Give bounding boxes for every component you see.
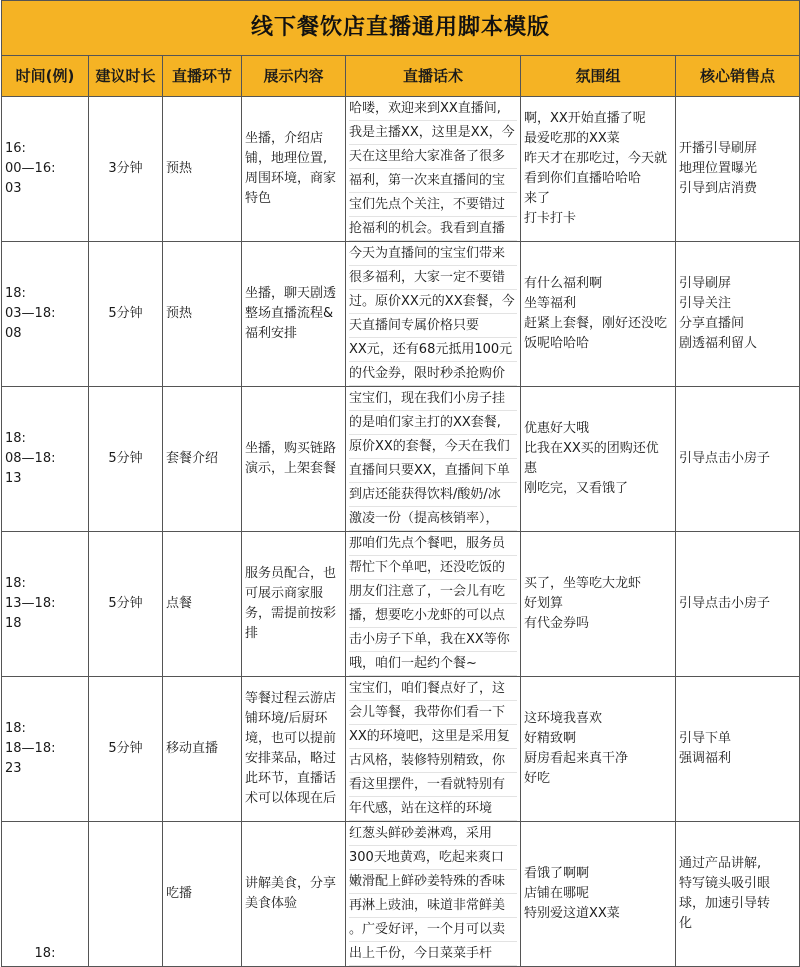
cell-line: 我是主播XX，这里是XX，今 xyxy=(349,121,517,145)
cell-line: 刚吃完，又看饿了 xyxy=(524,481,629,496)
cell-line: 来了 xyxy=(524,191,551,206)
cell-line: 坐播，购买链路 xyxy=(245,441,337,456)
stage-cell xyxy=(163,387,242,532)
cell-line: 店铺在哪呢 xyxy=(524,886,590,901)
cell-line: 天直播间专属价格只要 xyxy=(349,314,517,338)
cell-line: 嫩滑配上鲜砂姜特殊的香味 xyxy=(349,870,517,894)
cell-line: 优惠好大哦 xyxy=(524,421,590,436)
time-cell xyxy=(2,532,89,677)
cell-line: 坐播，聊天剧透 xyxy=(245,286,337,301)
table-row xyxy=(2,822,800,967)
script-cell xyxy=(346,822,521,967)
display-cell xyxy=(242,677,346,822)
cell-line: 厨房看起来真干净 xyxy=(524,751,629,766)
cell-line: 最爱吃那的XX菜 xyxy=(524,131,620,146)
cell-line: 18: xyxy=(34,946,56,961)
cell-line: 引导点击小房子 xyxy=(679,596,771,611)
cell-text: 点餐 xyxy=(166,596,193,611)
duration-cell xyxy=(89,387,163,532)
duration-cell xyxy=(89,97,163,242)
duration-cell xyxy=(89,822,163,967)
cell-line: 啊，XX开始直播了呢 xyxy=(524,111,646,126)
core-cell xyxy=(676,822,800,967)
cell-text: 5分钟 xyxy=(108,306,143,321)
cell-line: 地理位置曝光 xyxy=(679,161,758,176)
cell-text: 5分钟 xyxy=(108,741,143,756)
stage-cell xyxy=(163,822,242,967)
cell-line: 朋友们注意了，一会儿有吃 xyxy=(349,580,517,604)
cell-line: 再淋上豉油，味道非常鲜美 xyxy=(349,894,517,918)
time-cell xyxy=(2,97,89,242)
stage-cell xyxy=(163,532,242,677)
cell-line: 化 xyxy=(679,916,693,931)
cell-line: 看到你们直播哈哈哈 xyxy=(524,171,642,186)
display-cell xyxy=(242,822,346,967)
script-cell xyxy=(346,242,521,387)
cell-line: 强调福利 xyxy=(679,751,732,766)
cell-line: 00—16: xyxy=(5,161,56,176)
cell-line: 23 xyxy=(5,761,22,776)
duration-cell xyxy=(89,242,163,387)
cell-line: 惠 xyxy=(524,461,538,476)
cell-line: 08—18: xyxy=(5,451,56,466)
time-cell xyxy=(2,242,89,387)
cell-text: 预热 xyxy=(166,161,193,176)
cell-line: 那咱们先点个餐吧，服务员 xyxy=(349,532,517,556)
cell-line: 比我在XX买的团购还优 xyxy=(524,441,659,456)
cell-line: 抢福利的机会。我看到直播 xyxy=(349,217,517,241)
cell-line: 天在这里给大家准备了很多 xyxy=(349,145,517,169)
cell-line: 打卡打卡 xyxy=(524,211,577,226)
cell-line: 特色 xyxy=(245,191,272,206)
script-table xyxy=(1,0,800,967)
core-cell xyxy=(676,532,800,677)
cell-line: 好吃 xyxy=(524,771,551,786)
cell-line: 引导点击小房子 xyxy=(679,451,771,466)
table-row xyxy=(2,677,800,822)
cell-line: 宝宝们，现在我们小房子挂 xyxy=(349,387,517,411)
header-time: 时间(例) xyxy=(2,56,89,97)
cell-text: 预热 xyxy=(166,306,193,321)
cell-line: 讲解美食，分享 xyxy=(245,876,337,891)
cell-line: 今天为直播间的宝宝们带来 xyxy=(349,242,517,266)
cell-line: 昨天才在那吃过，今天就 xyxy=(524,151,668,166)
atmosphere-cell xyxy=(521,242,676,387)
cell-line: 13—18: xyxy=(5,596,56,611)
cell-line: 引导到店消费 xyxy=(679,181,758,196)
cell-line: 宝宝们，咱们餐点好了，这 xyxy=(349,677,517,701)
header-display: 展示内容 xyxy=(242,56,346,97)
cell-line: 开播引导刷屏 xyxy=(679,141,758,156)
cell-line: 可展示商家服 xyxy=(245,586,324,601)
cell-line: 美食体验 xyxy=(245,896,298,911)
stage-cell xyxy=(163,97,242,242)
cell-line: 演示，上架套餐 xyxy=(245,461,337,476)
core-cell xyxy=(676,677,800,822)
cell-line: 300天地黄鸡，吃起来爽口 xyxy=(349,846,517,870)
duration-cell xyxy=(89,677,163,822)
cell-line: 引导刷屏 xyxy=(679,276,732,291)
cell-line: 18: xyxy=(5,576,26,591)
cell-line: 务，需提前按彩 xyxy=(245,606,337,621)
cell-line: 买了，坐等吃大龙虾 xyxy=(524,576,642,591)
cell-line: 安排菜品，略过 xyxy=(245,751,337,766)
cell-line: 特别爱这道XX菜 xyxy=(524,906,620,921)
cell-line: 看这里摆件，一看就特别有 xyxy=(349,773,517,797)
cell-line: 铺环境/后厨环 xyxy=(245,711,328,726)
cell-line: 等餐过程云游店 xyxy=(245,691,337,706)
cell-line: 03 xyxy=(5,181,22,196)
cell-line: 有代金券吗 xyxy=(524,616,590,631)
cell-line: 特写镜头吸引眼 xyxy=(679,876,771,891)
stage-cell xyxy=(163,242,242,387)
cell-line: 08 xyxy=(5,326,22,341)
cell-line: 哦，咱们一起约个餐~ xyxy=(349,652,517,676)
display-cell xyxy=(242,532,346,677)
table-title: 线下餐饮店直播通用脚本模版 xyxy=(2,1,800,56)
cell-line: 的是咱们家主打的XX套餐, xyxy=(349,411,517,435)
cell-line: XX的环境吧，这里是采用复 xyxy=(349,725,517,749)
cell-text: 吃播 xyxy=(166,886,193,901)
cell-line: 有什么福利啊 xyxy=(524,276,603,291)
time-cell xyxy=(2,822,89,967)
cell-line: 此环节，直播话 xyxy=(245,771,337,786)
cell-text: 5分钟 xyxy=(108,596,143,611)
cell-line: 原价XX的套餐，今天在我们 xyxy=(349,435,517,459)
cell-line: 排 xyxy=(245,626,259,641)
cell-line: 铺，地理位置, xyxy=(245,151,328,166)
cell-line: 的代金券，限时秒杀抢购价 xyxy=(349,362,517,386)
cell-line: 03—18: xyxy=(5,306,56,321)
header-stage: 直播环节 xyxy=(163,56,242,97)
cell-line: 术可以体现在后 xyxy=(245,791,337,806)
cell-line: 剧透福利留人 xyxy=(679,336,758,351)
cell-line: 到店还能获得饮料/酸奶/冰 xyxy=(349,483,517,507)
cell-line: 服务员配合，也 xyxy=(245,566,337,581)
cell-text: 3分钟 xyxy=(108,161,143,176)
cell-line: 18: xyxy=(5,721,26,736)
cell-line: 坐播，介绍店 xyxy=(245,131,324,146)
cell-line: 这环境我喜欢 xyxy=(524,711,603,726)
atmosphere-cell xyxy=(521,97,676,242)
cell-line: 通过产品讲解, xyxy=(679,856,762,871)
cell-line: 过。原价XX元的XX套餐，今 xyxy=(349,290,517,314)
cell-text: 移动直播 xyxy=(166,741,219,756)
cell-line: 出上千份，今日菜菜手杆 xyxy=(349,942,517,966)
cell-line: 会儿等餐，我带你们看一下 xyxy=(349,701,517,725)
cell-line: 分享直播间 xyxy=(679,316,745,331)
cell-line: 球，加速引导转 xyxy=(679,896,771,911)
cell-line: 。广受好评，一个月可以卖 xyxy=(349,918,517,942)
cell-line: 好划算 xyxy=(524,596,564,611)
header-core: 核心销售点 xyxy=(676,56,800,97)
script-cell xyxy=(346,532,521,677)
time-cell xyxy=(2,387,89,532)
time-cell xyxy=(2,677,89,822)
cell-line: 宝们先点个关注，不要错过 xyxy=(349,193,517,217)
script-cell xyxy=(346,387,521,532)
cell-line: 13 xyxy=(5,471,22,486)
cell-line: 18: xyxy=(5,431,26,446)
cell-line: 播，想要吃小龙虾的可以点 xyxy=(349,604,517,628)
header-script: 直播话术 xyxy=(346,56,521,97)
cell-line: 引导关注 xyxy=(679,296,732,311)
cell-line: 赶紧上套餐，刚好还没吃 xyxy=(524,316,668,331)
cell-line: 18 xyxy=(5,616,22,631)
table-row xyxy=(2,242,800,387)
header-duration: 建议时长 xyxy=(89,56,163,97)
cell-line: 周围环境，商家 xyxy=(245,171,337,186)
core-cell xyxy=(676,97,800,242)
atmosphere-cell xyxy=(521,822,676,967)
cell-line: 16: xyxy=(5,141,26,156)
cell-line: 坐等福利 xyxy=(524,296,577,311)
stage-cell xyxy=(163,677,242,822)
cell-line: 激凌一份（提高核销率）， xyxy=(349,507,517,531)
cell-line: 古风格，装修特别精致，你 xyxy=(349,749,517,773)
cell-line: 哈喽，欢迎来到XX直播间, xyxy=(349,97,517,121)
table-row xyxy=(2,387,800,532)
header-atmosphere: 氛围组 xyxy=(521,56,676,97)
script-cell xyxy=(346,677,521,822)
cell-line: 年代感，站在这样的环境 xyxy=(349,797,517,821)
cell-line: 引导下单 xyxy=(679,731,732,746)
atmosphere-cell xyxy=(521,532,676,677)
duration-cell xyxy=(89,532,163,677)
atmosphere-cell xyxy=(521,677,676,822)
header-row xyxy=(2,56,800,97)
cell-text: 5分钟 xyxy=(108,451,143,466)
atmosphere-cell xyxy=(521,387,676,532)
display-cell xyxy=(242,242,346,387)
cell-line: 福利，第一次来直播间的宝 xyxy=(349,169,517,193)
cell-line: 很多福利，大家一定不要错 xyxy=(349,266,517,290)
display-cell xyxy=(242,387,346,532)
table-row xyxy=(2,532,800,677)
cell-line: 红葱头鲜砂姜淋鸡，采用 xyxy=(349,822,517,846)
cell-line: 直播间只要XX，直播间下单 xyxy=(349,459,517,483)
core-cell xyxy=(676,387,800,532)
cell-line: XX元，还有68元抵用100元 xyxy=(349,338,517,362)
cell-line: 帮忙下个单吧，还没吃饭的 xyxy=(349,556,517,580)
script-cell xyxy=(346,97,521,242)
cell-line: 好精致啊 xyxy=(524,731,577,746)
cell-line: 境，也可以提前 xyxy=(245,731,337,746)
cell-line: 18: xyxy=(5,286,26,301)
cell-line: 福利安排 xyxy=(245,326,298,341)
display-cell xyxy=(242,97,346,242)
cell-line: 击小房子下单，我在XX等你 xyxy=(349,628,517,652)
cell-line: 18—18: xyxy=(5,741,56,756)
core-cell xyxy=(676,242,800,387)
cell-text: 套餐介绍 xyxy=(166,451,219,466)
cell-line: 整场直播流程& xyxy=(245,306,334,321)
table-row xyxy=(2,97,800,242)
cell-line: 饭呢哈哈哈 xyxy=(524,336,590,351)
cell-line: 看饿了啊啊 xyxy=(524,866,590,881)
